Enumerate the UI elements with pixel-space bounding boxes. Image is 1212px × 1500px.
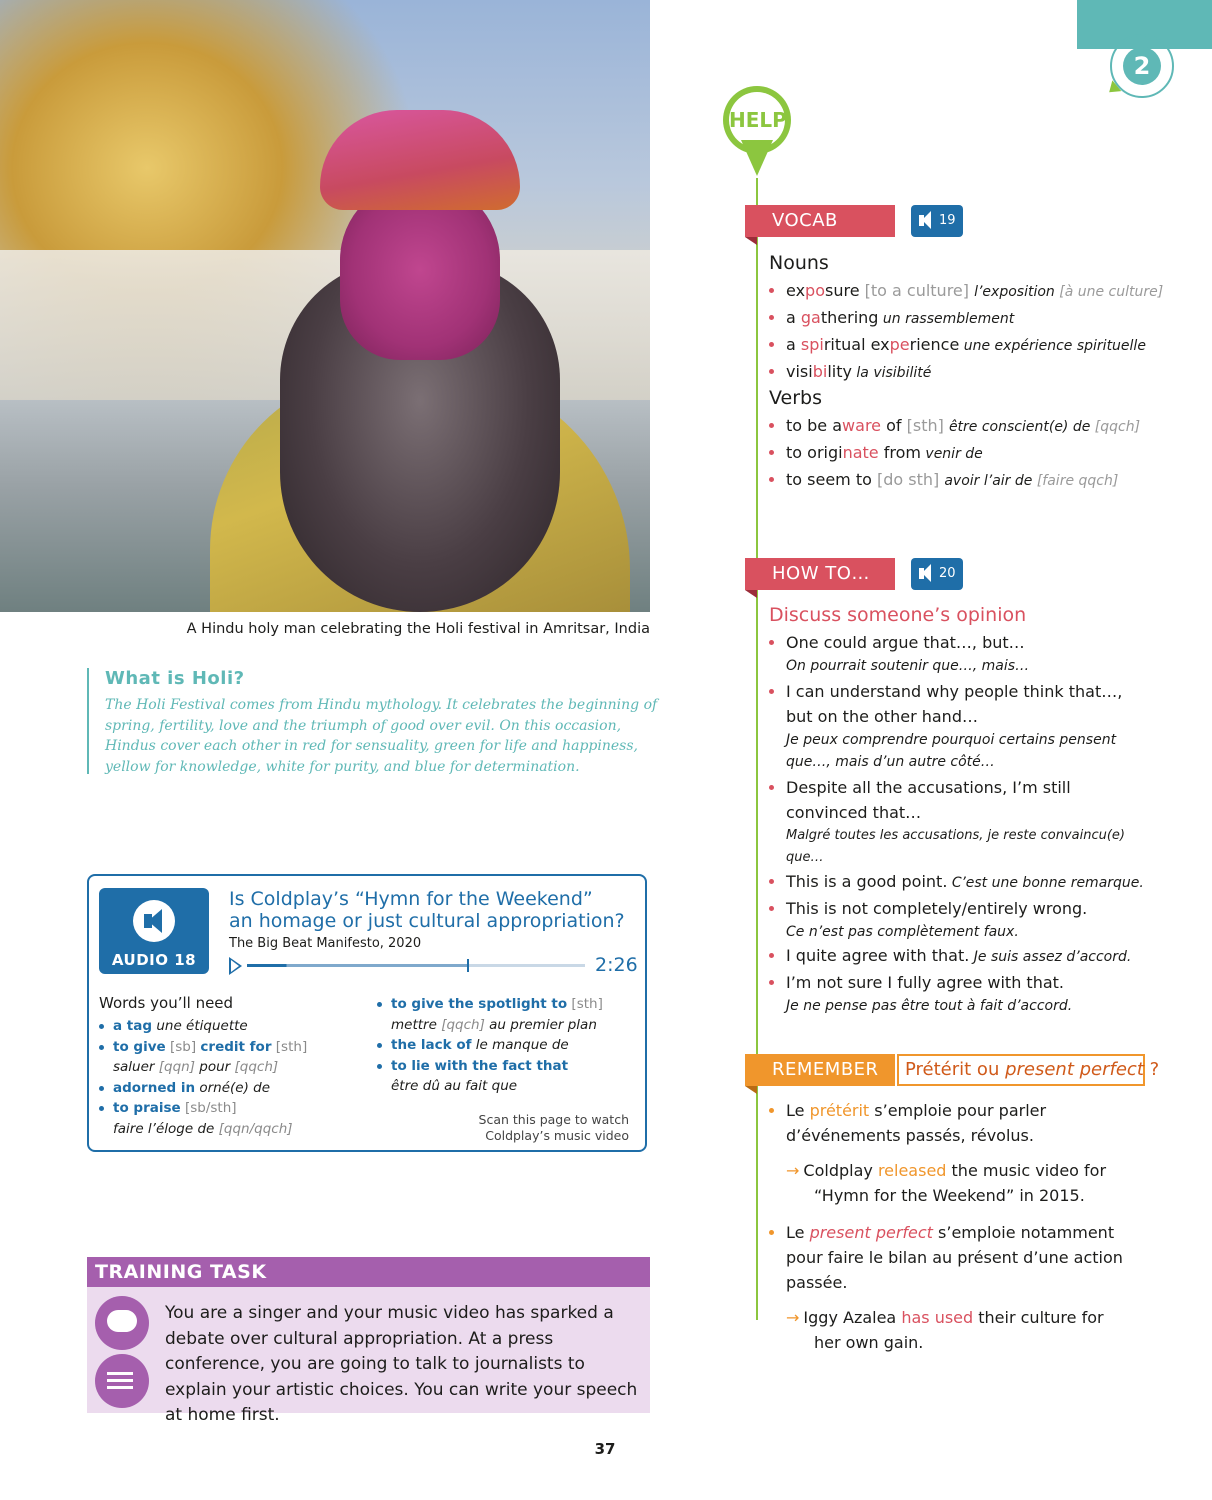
word-en: adorned in [113, 1079, 196, 1096]
vocab-heading [745, 205, 895, 237]
word-en: to be a [786, 416, 843, 435]
writing-icon [95, 1354, 149, 1408]
chapter-badge [1110, 34, 1174, 98]
stress-syllable: ware [842, 416, 882, 435]
phrase-fr: Je peux comprendre pourquoi certains pensent que…, mais d’un autre côté… [786, 732, 1117, 770]
remember-heading-text: REMEMBER [772, 1059, 879, 1080]
word-fr: être conscient(e) de [948, 419, 1091, 435]
word-bracket: [do sth] [871, 470, 945, 489]
audio-title-line2: an homage or just cultural appropriation? [229, 910, 625, 932]
page-number: 37 [594, 1440, 616, 1458]
word-fr: venir de [920, 446, 983, 462]
audio-19-button[interactable] [911, 205, 963, 237]
nouns-list [769, 278, 1169, 386]
speaker-icon [133, 900, 175, 942]
list-item [377, 1035, 637, 1056]
rule-text: s’emploie notamment pour faire le bilan au présent d’une action passée. [786, 1223, 1123, 1292]
word-en: a [786, 308, 801, 327]
speaker-icon [919, 568, 924, 579]
example-text: their culture for her own gain. [814, 1308, 1104, 1352]
list-item [377, 1056, 637, 1077]
word-en: from [878, 443, 921, 462]
word-fr: pour [199, 1059, 231, 1075]
word-en: to origi [786, 443, 843, 462]
list-item [99, 1057, 349, 1078]
audio-number: 19 [939, 213, 956, 228]
word-bracket: [sb/sth] [180, 1100, 237, 1116]
audio-source: The Big Beat Manifesto, 2020 [229, 936, 422, 951]
play-icon[interactable] [229, 957, 242, 975]
phrase-en: I can understand why people think that…, but on the other hand… [786, 682, 1123, 726]
word-fr: la visibilité [851, 365, 932, 381]
example-keyword: has used [901, 1308, 974, 1327]
holi-title: What is Holi? [105, 668, 245, 689]
remember-title [897, 1054, 1160, 1086]
word-en: of [881, 416, 902, 435]
word-bracket: [faire qqch] [1032, 473, 1119, 489]
corner-fold [745, 237, 757, 245]
word-en: a tag [113, 1018, 153, 1034]
list-item [377, 1015, 637, 1036]
word-en: visi [786, 362, 813, 381]
scan-note-line1: Scan this page to watch [478, 1112, 629, 1127]
word-en: to seem to [786, 470, 872, 489]
nouns-heading: Nouns [769, 252, 829, 274]
howto-list [769, 630, 1149, 1017]
corner-fold [745, 1086, 757, 1094]
remember-list [769, 1098, 1129, 1355]
photo-caption: A Hindu holy man celebrating the Holi festival in Amritsar, India [186, 621, 650, 637]
audio-title [229, 888, 629, 932]
stress-syllable: po [805, 281, 825, 300]
chapter-number: 2 [1123, 47, 1161, 85]
word-fr: avoir l’air de [944, 473, 1033, 489]
rule-keyword: present perfect [809, 1223, 933, 1242]
howto-subheading: Discuss someone’s opinion [769, 604, 1027, 626]
word-bracket: [qqch] [230, 1059, 279, 1075]
example-text: Coldplay [803, 1161, 878, 1180]
list-item [769, 467, 1169, 494]
howto-heading [745, 558, 895, 590]
word-fr: au premier plan [489, 1016, 597, 1033]
audio-title-line1: Is Coldplay’s “Hymn for the Weekend” [229, 888, 593, 910]
stress-syllable: bi [812, 362, 828, 381]
list-item [99, 1119, 349, 1140]
remember-heading [745, 1054, 895, 1086]
scan-note [479, 1112, 629, 1144]
list-item [769, 775, 1149, 869]
arrow-icon: → [786, 1161, 800, 1180]
list-item [769, 896, 1149, 943]
audio-20-button[interactable] [911, 558, 963, 590]
word-en: ex [786, 281, 806, 300]
phrase-fr: On pourrait soutenir que…, mais… [786, 658, 1030, 674]
word-en: ritual ex [823, 335, 890, 354]
stress-syllable: spi [800, 335, 824, 354]
word-bracket: [sth] [567, 996, 603, 1012]
stress-syllable: pe [889, 335, 910, 354]
list-item [99, 1016, 349, 1037]
word-fr: le manque de [471, 1037, 569, 1053]
list-item [769, 278, 1169, 305]
verbs-list [769, 413, 1169, 494]
speaker-icon [919, 215, 924, 226]
phrase-fr: Ce n’est pas complètement faux. [786, 924, 1019, 940]
word-fr: mettre [391, 1016, 437, 1033]
scan-note-line2: Coldplay’s music video [485, 1128, 629, 1143]
list-item [769, 869, 1149, 896]
word-fr: orné(e) de [195, 1079, 271, 1096]
word-en: thering [820, 308, 879, 327]
word-en: to praise [113, 1100, 181, 1116]
audio-progress-fill [247, 964, 467, 967]
word-fr: saluer [113, 1059, 155, 1075]
corner-fold [745, 590, 757, 598]
rule-keyword: prétérit [809, 1101, 870, 1120]
training-task-body [87, 1287, 650, 1425]
help-label: HELP [729, 92, 785, 148]
remember-title-c: ? [1143, 1059, 1160, 1080]
list-item [769, 440, 1169, 467]
phrase-en: I’m not sure I fully agree with that. [786, 973, 1064, 992]
word-en: sure [824, 281, 860, 300]
phrase-en: I quite agree with that. [786, 946, 970, 965]
word-fr: une expérience spirituelle [959, 338, 1146, 354]
word-en: to lie with the fact that [391, 1057, 569, 1074]
holi-text: The Holi Festival comes from Hindu mythology. It celebrates the beginning of spring, fertility, love and the triumph of good over evil. On this occasion, Hindus cover each other in red for sensuality, green for life and happiness, yellow for knowledge, white for purity, and blue for determination. [105, 697, 658, 775]
rule-text: Le [786, 1101, 810, 1120]
word-en: rience [909, 335, 960, 354]
help-pin-icon [723, 86, 791, 154]
audio-progress-track[interactable] [247, 964, 585, 967]
phrase-fr: Je suis assez d’accord. [969, 949, 1132, 965]
example-text: the music video for “Hymn for the Weekend” in 2015. [814, 1161, 1107, 1205]
example-item [769, 1305, 1129, 1355]
word-en: the lack of [391, 1037, 472, 1053]
word-fr: une étiquette [152, 1018, 248, 1034]
words-list-right [377, 994, 637, 1097]
list-item [99, 1037, 349, 1058]
word-bracket: [sth] [901, 416, 949, 435]
word-bracket: [sth] [271, 1038, 308, 1055]
list-item [769, 970, 1149, 1017]
vocab-heading-text: VOCAB [772, 210, 838, 231]
word-bracket: [sb] [165, 1038, 201, 1055]
speech-bubble-icon [95, 1296, 149, 1350]
list-item [769, 630, 1149, 677]
word-fr: faire l’éloge de [113, 1120, 215, 1137]
phrase-fr: Malgré toutes les accusations, je reste convaincu(e) que… [786, 828, 1125, 865]
rule-text: s’emploie pour parler d’événements passés, révolus. [786, 1101, 1047, 1145]
word-en: to give the spotlight to [391, 996, 568, 1012]
remember-title-b: present perfect [1005, 1059, 1144, 1080]
audio-badge-label: AUDIO 18 [111, 951, 197, 969]
holi-photo [0, 0, 650, 612]
word-bracket: [à une culture] [1054, 284, 1164, 300]
list-item [769, 359, 1169, 386]
holy-man-figure [210, 110, 630, 612]
training-task-heading: TRAINING TASK [87, 1257, 650, 1287]
word-en: credit for [200, 1038, 272, 1055]
word-bracket: [to a culture] [859, 281, 975, 300]
word-fr: être dû au fait que [391, 1078, 518, 1094]
word-en: a [786, 335, 801, 354]
rule-text: Le [786, 1223, 810, 1242]
help-timeline [756, 178, 758, 1320]
list-item [99, 1078, 349, 1099]
phrase-en: This is not completely/entirely wrong. [786, 899, 1088, 918]
audio-progress-handle[interactable] [467, 959, 469, 972]
list-item [769, 943, 1149, 970]
words-list-left [99, 1016, 349, 1139]
phrase-en: This is a good point. [786, 872, 948, 891]
word-en: lity [827, 362, 852, 381]
word-bracket: [qqn/qqch] [214, 1120, 293, 1137]
phrase-fr: Je ne pense pas être tout à fait d’accord. [786, 998, 1073, 1014]
audio-box [87, 874, 647, 1152]
word-bracket: [qqch] [1090, 419, 1141, 435]
list-item [769, 679, 1149, 773]
verbs-heading: Verbs [769, 387, 822, 409]
list-item [769, 413, 1169, 440]
stress-syllable: ga [800, 308, 821, 327]
turban [320, 110, 520, 210]
list-item [769, 305, 1169, 332]
audio-duration: 2:26 [595, 954, 638, 976]
phrase-fr: C’est une bonne remarque. [947, 875, 1144, 891]
stress-syllable: nate [842, 443, 879, 462]
arrow-icon: → [786, 1308, 800, 1327]
words-heading: Words you’ll need [99, 994, 234, 1012]
list-item [769, 1220, 1129, 1295]
example-item [769, 1158, 1129, 1208]
list-item [769, 1098, 1129, 1148]
phrase-en: One could argue that…, but… [786, 633, 1025, 652]
training-task-text: You are a singer and your music video has sparked a debate over cultural appropriation. At a press conference, you are going to talk to journalists to explain your artistic choices. You can write your speech at home first. [165, 1303, 638, 1425]
word-fr: un rassemblement [878, 311, 1015, 327]
example-text: Iggy Azalea [803, 1308, 902, 1327]
audio-badge[interactable] [99, 888, 209, 974]
remember-title-a: Prétérit ou [905, 1059, 1006, 1080]
word-bracket: [qqn] [154, 1059, 200, 1075]
word-bracket: [qqch] [436, 1016, 490, 1033]
word-en: to give [113, 1038, 166, 1055]
audio-number: 20 [939, 566, 956, 581]
list-item [769, 332, 1169, 359]
phrase-en: Despite all the accusations, I’m still convinced that… [786, 778, 1071, 822]
list-item [377, 994, 637, 1015]
holi-box [87, 668, 665, 774]
howto-heading-text: HOW TO… [772, 563, 870, 584]
list-item [377, 1076, 637, 1097]
list-item [99, 1098, 349, 1119]
word-fr: l’exposition [974, 284, 1055, 300]
example-keyword: released [877, 1161, 947, 1180]
